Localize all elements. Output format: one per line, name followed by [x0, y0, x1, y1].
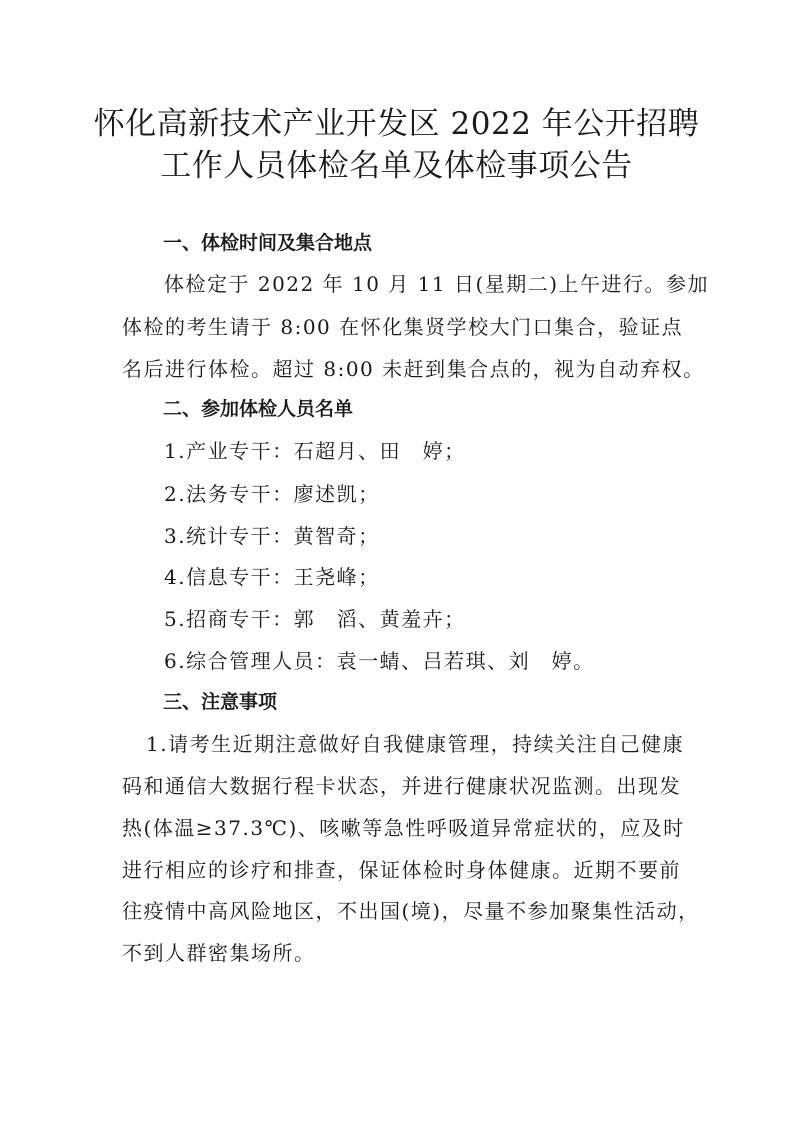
section-3-paragraph-line-1: 1.请考生近期注意做好自我健康管理，持续关注自己健康	[146, 732, 685, 756]
document-title-line-1: 怀化高新技术产业开发区 2022 年公开招聘	[93, 106, 700, 142]
section-2-heading: 二、参加体检人员名单	[163, 398, 354, 420]
list-item: 3.统计专干：黄智奇；	[164, 524, 380, 548]
section-3-paragraph-line-5: 往疫情中高风险地区，不出国(境)，尽量不参加聚集性活动，	[122, 899, 700, 923]
section-1-paragraph-line-1: 体检定于 2022 年 10 月 11 日(星期二)上午进行。参加	[164, 272, 710, 296]
list-item: 1.产业专干：石超月、田 婷；	[164, 439, 466, 463]
section-3-paragraph-line-4: 进行相应的诊疗和排查，保证体检时身体健康。近期不要前	[122, 858, 681, 882]
document-title-line-2: 工作人员体检名单及体检事项公告	[160, 148, 633, 184]
section-3-heading: 三、注意事项	[163, 691, 278, 713]
section-3-paragraph-line-2: 码和通信大数据行程卡状态，并进行健康状况监测。出现发	[122, 774, 681, 798]
section-1-paragraph-line-3: 名后进行体检。超过 8:00 未赶到集合点的，视为自动弃权。	[122, 357, 705, 381]
section-1-paragraph-line-2: 体检的考生请于 8:00 在怀化集贤学校大门口集合，验证点	[122, 315, 684, 339]
section-1-heading: 一、体检时间及集合地点	[163, 232, 373, 254]
section-3-paragraph-line-6: 不到人群密集场所。	[122, 941, 316, 965]
section-3-paragraph-line-3: 热(体温≥37.3℃)、咳嗽等急性呼吸道异常症状的，应及时	[122, 816, 685, 840]
list-item: 4.信息专干：王尧峰；	[164, 565, 380, 589]
list-item: 6.综合管理人员：袁一蜻、吕若琪、刘 婷。	[164, 649, 595, 673]
list-item: 2.法务专干：廖述凯；	[164, 482, 380, 506]
list-item: 5.招商专干：郭 滔、黄羞卉；	[164, 607, 466, 631]
